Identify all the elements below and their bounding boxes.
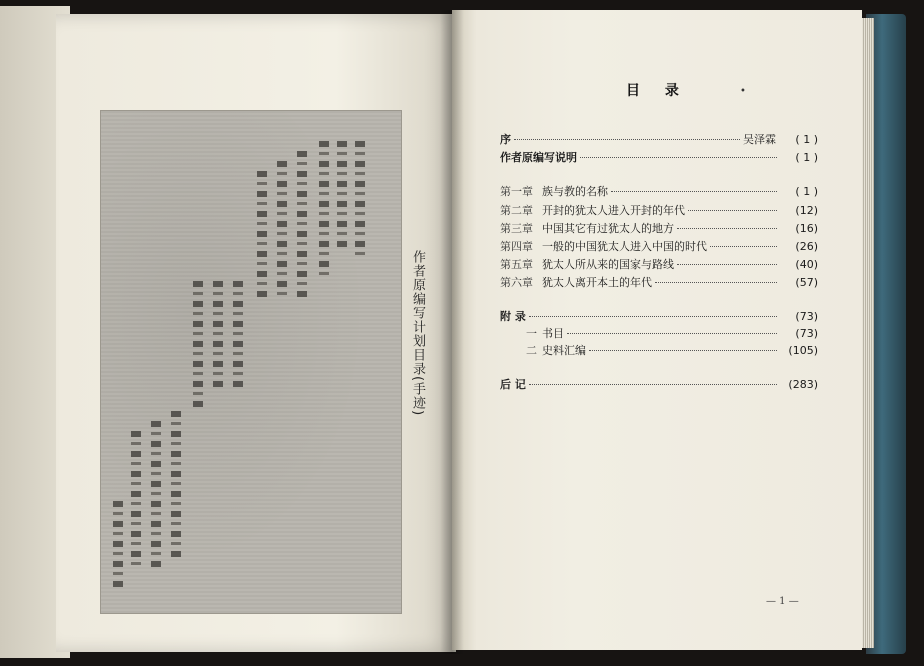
handwriting-column	[171, 411, 181, 561]
entry-page: ( 1 )	[795, 133, 818, 146]
handwriting-column	[193, 281, 203, 411]
entry-page: (73)	[795, 327, 818, 340]
handwriting-column	[233, 281, 243, 391]
entry-label: 序	[500, 133, 511, 146]
entry-page: ( 1 )	[795, 185, 818, 198]
dot-leader	[611, 191, 777, 192]
entry-page: (12)	[795, 204, 818, 217]
handwriting-column	[151, 421, 161, 571]
entry-label: 中国其它有过犹太人的地方	[542, 222, 674, 235]
entry-label: 书目	[542, 327, 564, 340]
toc-entry-preface	[500, 133, 818, 147]
page-number: — 1 —	[766, 596, 799, 607]
entry-label: 犹太人所从来的国家与路线	[542, 258, 674, 271]
toc-entry-author-notes	[500, 151, 818, 165]
handwriting-column	[355, 141, 365, 261]
dot-leader	[514, 139, 740, 140]
toc-entry-appendix	[500, 310, 818, 324]
entry-label: 史料汇编	[542, 344, 586, 357]
toc-entry-chapter-4	[500, 240, 818, 254]
handwriting-column	[297, 151, 307, 301]
chapter-number: 第五章	[500, 258, 533, 271]
chapter-number: 第一章	[500, 185, 533, 198]
handwriting-column	[257, 171, 267, 301]
toc-entry-chapter-2	[500, 204, 818, 218]
handwritten-manuscript-photo	[100, 110, 402, 614]
entry-label: 一般的中国犹太人进入中国的时代	[542, 240, 707, 253]
book-gutter	[440, 10, 464, 654]
handwriting-column	[277, 161, 287, 301]
handwriting-column	[213, 281, 223, 391]
dot-leader	[710, 246, 777, 247]
photo-caption: 作者原编写计划目录(手迹)	[410, 250, 425, 417]
dot-leader	[688, 210, 777, 211]
entry-label: 附 录	[500, 310, 526, 323]
toc-entry-chapter-6	[500, 276, 818, 290]
entry-page: (40)	[795, 258, 818, 271]
title-mark: •	[740, 86, 746, 97]
chapter-number: 第四章	[500, 240, 533, 253]
entry-page: (16)	[795, 222, 818, 235]
entry-label: 后 记	[500, 378, 526, 391]
entry-label: 犹太人离开本土的年代	[542, 276, 652, 289]
dot-leader	[677, 264, 777, 265]
entry-label: 开封的犹太人进入开封的年代	[542, 204, 685, 217]
chapter-number: 第三章	[500, 222, 533, 235]
handwriting-column	[113, 501, 123, 591]
dot-leader	[589, 350, 777, 351]
toc-entry-chapter-5	[500, 258, 818, 272]
toc-entry-appendix-2	[500, 344, 818, 358]
dot-leader	[655, 282, 777, 283]
chapter-number: 第六章	[500, 276, 533, 289]
dot-leader	[567, 333, 777, 334]
dot-leader	[580, 157, 777, 158]
appendix-number: 一	[526, 327, 537, 340]
entry-page: (283)	[788, 378, 818, 391]
toc-title: 目 录	[626, 83, 689, 99]
dot-leader	[529, 384, 777, 385]
entry-page: ( 1 )	[795, 151, 818, 164]
entry-label: 族与教的名称	[542, 185, 608, 198]
entry-page: (57)	[795, 276, 818, 289]
handwriting-column	[131, 431, 141, 571]
toc-entry-chapter-3	[500, 222, 818, 236]
toc-entry-afterword	[500, 378, 818, 392]
chapter-number: 第二章	[500, 204, 533, 217]
entry-page: (26)	[795, 240, 818, 253]
dot-leader	[529, 316, 777, 317]
toc-entry-chapter-1	[500, 185, 818, 199]
entry-page: (73)	[795, 310, 818, 323]
handwriting-column	[337, 141, 347, 251]
appendix-number: 二	[526, 344, 537, 357]
entry-page: (105)	[788, 344, 818, 357]
entry-label: 作者原编写说明	[500, 151, 577, 164]
toc-entry-appendix-1	[500, 327, 818, 341]
handwriting-column	[319, 141, 329, 281]
dot-leader	[677, 228, 777, 229]
entry-author: 吴泽霖	[743, 133, 776, 146]
